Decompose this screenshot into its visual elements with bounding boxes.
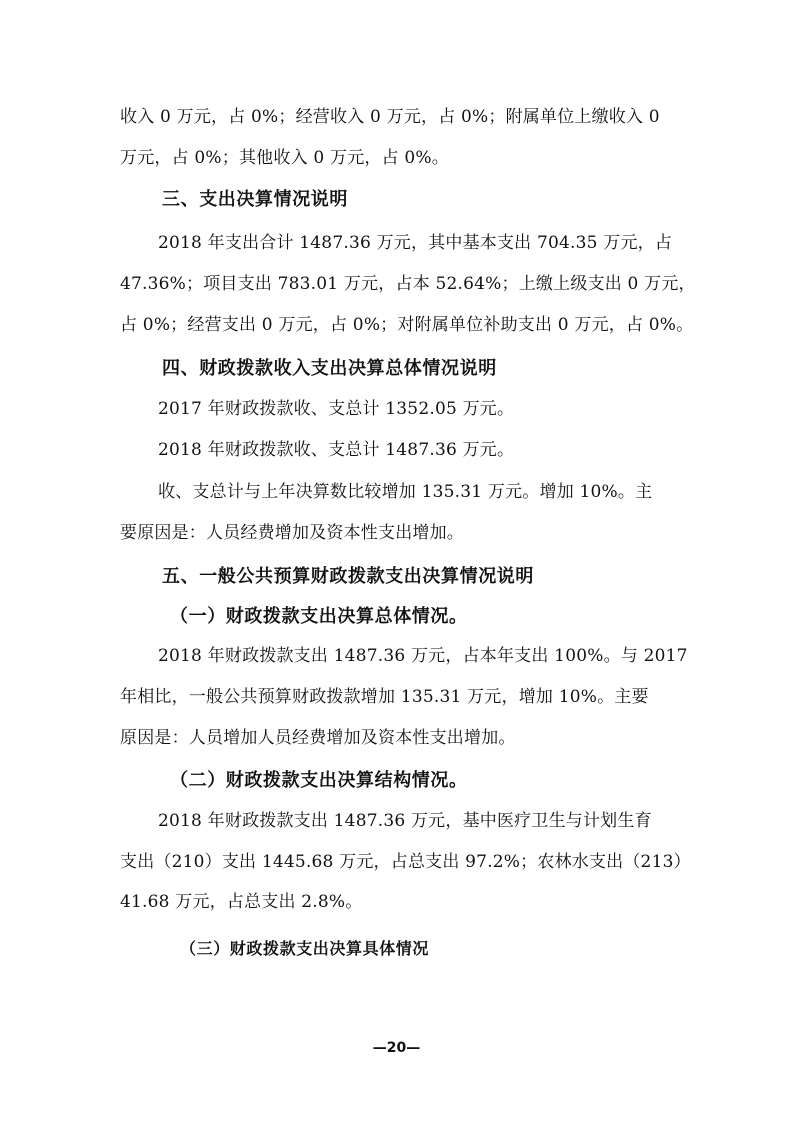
subsection-heading-3: （三）财政拨款支出决算具体情况 bbox=[180, 939, 430, 958]
paragraph-line: 支出（210）支出 1445.68 万元，占总支出 97.2%；农林水支出（213） bbox=[120, 852, 691, 872]
paragraph-line: 年相比，一般公共预算财政拨款增加 135.31 万元，增加 10%。主要 bbox=[120, 687, 649, 707]
paragraph-line: 收入 0 万元，占 0%；经营收入 0 万元，占 0%；附属单位上缴收入 0 bbox=[120, 107, 660, 127]
section-heading-3: 三、支出决算情况说明 bbox=[162, 189, 348, 210]
paragraph-line: 原因是：人员增加人员经费增加及资本性支出增加。 bbox=[120, 728, 516, 748]
paragraph-line: 收、支总计与上年决算数比较增加 135.31 万元。增加 10%。主 bbox=[158, 482, 653, 502]
paragraph-line: 万元，占 0%；其他收入 0 万元，占 0%。 bbox=[120, 148, 449, 168]
subsection-heading-1: （一）财政拨款支出决算总体情况。 bbox=[170, 606, 468, 627]
section-heading-4: 四、财政拨款收入支出决算总体情况说明 bbox=[162, 358, 497, 379]
paragraph-line: 要原因是：人员经费增加及资本性支出增加。 bbox=[120, 523, 464, 543]
paragraph-line: 47.36%；项目支出 783.01 万元，占本 52.64%；上缴上级支出 0 万元， bbox=[120, 274, 696, 294]
paragraph-line: 2018 年财政拨款支出 1487.36 万元，占本年支出 100%。与 2017 bbox=[158, 646, 688, 666]
subsection-heading-2: （二）财政拨款支出决算结构情况。 bbox=[170, 770, 468, 791]
paragraph-line: 2018 年财政拨款收、支总计 1487.36 万元。 bbox=[158, 440, 515, 460]
paragraph-line: 41.68 万元，占总支出 2.8%。 bbox=[120, 892, 363, 912]
paragraph-line: 2017 年财政拨款收、支总计 1352.05 万元。 bbox=[158, 399, 515, 419]
paragraph-line: 2018 年支出合计 1487.36 万元，其中基本支出 704.35 万元，占 bbox=[158, 233, 673, 253]
section-heading-5: 五、一般公共预算财政拨款支出决算情况说明 bbox=[162, 566, 534, 587]
paragraph-line: 占 0%；经营支出 0 万元，占 0%；对附属单位补助支出 0 万元，占 0%。 bbox=[120, 315, 694, 335]
page-number: —20— bbox=[372, 1040, 421, 1056]
paragraph-line: 2018 年财政拨款支出 1487.36 万元，基中医疗卫生与计划生育 bbox=[158, 811, 652, 831]
